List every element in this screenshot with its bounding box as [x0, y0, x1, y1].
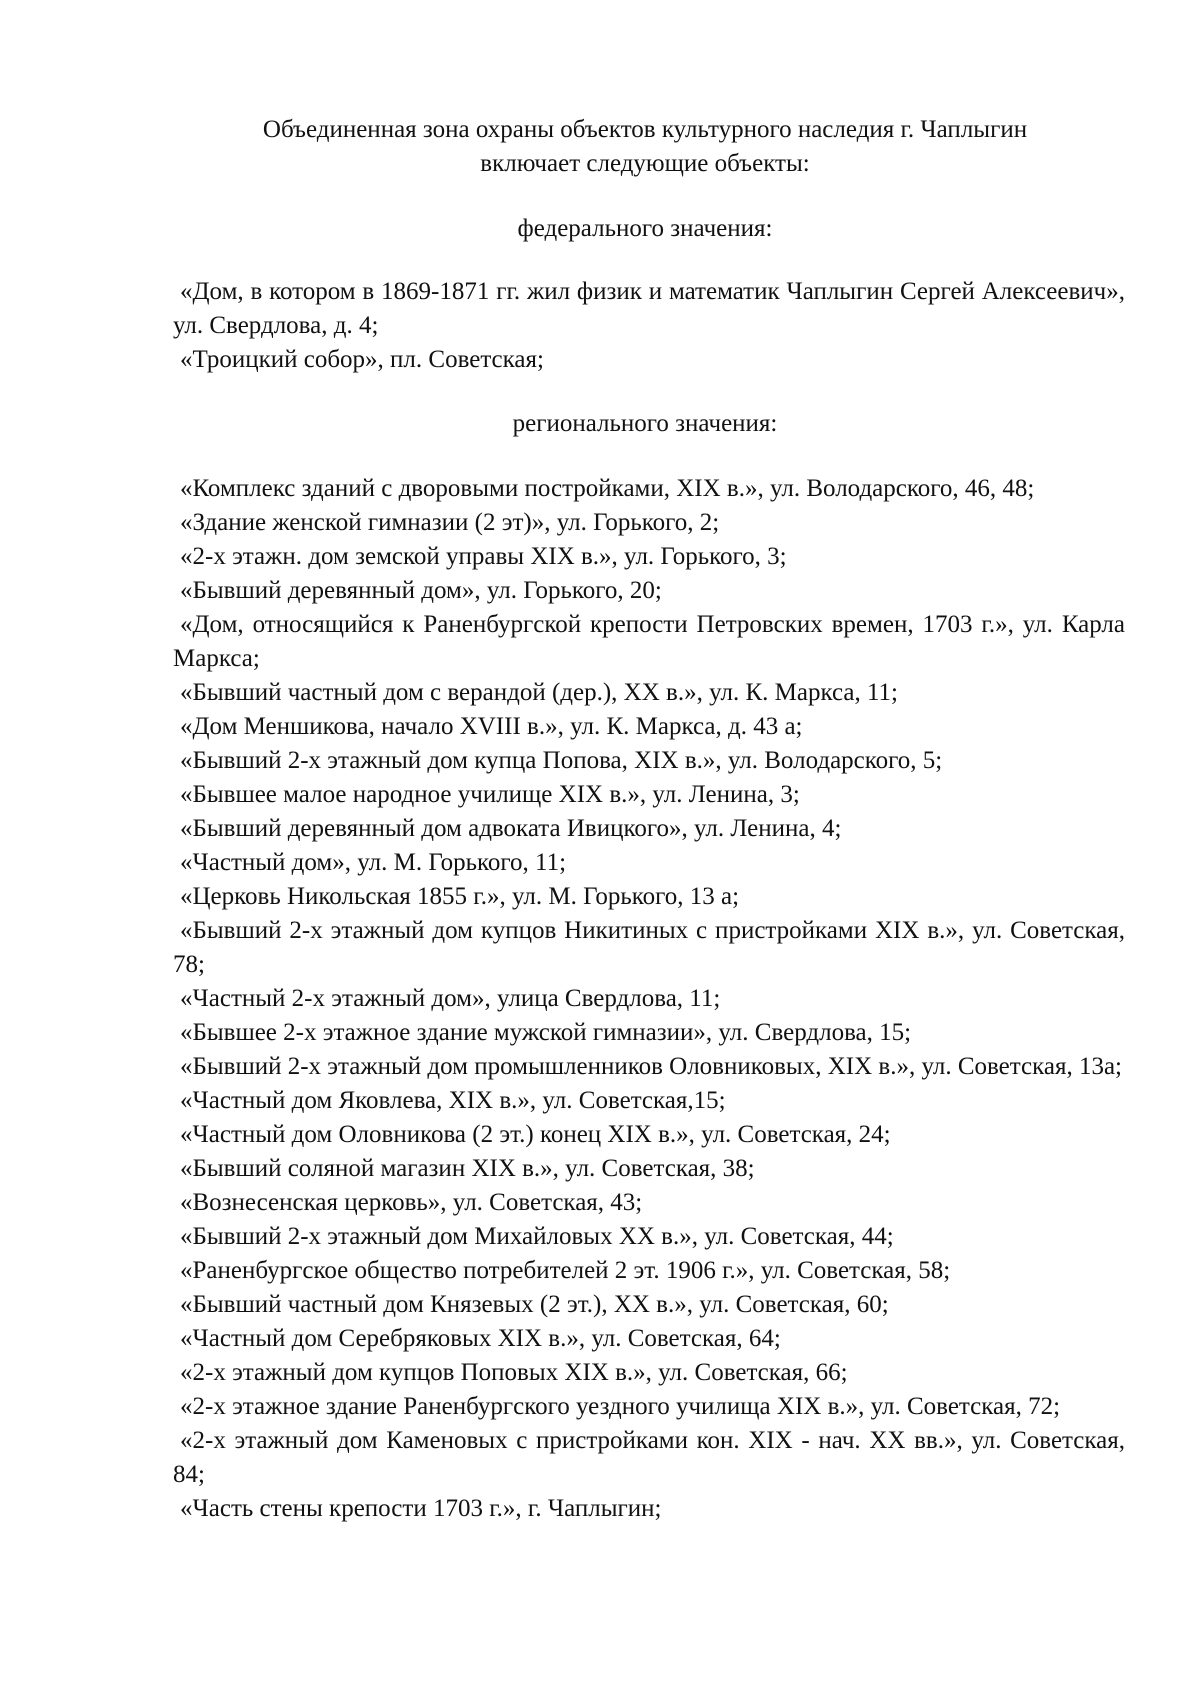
list-item: «Частный дом Оловникова (2 эт.) конец XIX в.», ул. Советская, 24; — [180, 1121, 891, 1148]
list-item: «Бывшее малое народное училище XIX в.», ул. Ленина, 3; — [180, 781, 800, 808]
list-item: «2-х этажный дом Каменовых с пристройками кон. XIX - нач. XX вв.», ул. Советская, 84; — [173, 1427, 1125, 1488]
list-item: «Частный дом Серебряковых XIX в.», ул. Советская, 64; — [180, 1325, 781, 1352]
federal-objects-list — [173, 275, 1125, 377]
list-item: «Частный 2-х этажный дом», улица Свердлова, 11; — [180, 985, 721, 1012]
document-title-line-2: включает следующие объекты: — [480, 150, 810, 177]
list-item: «Дом Меншикова, начало XVIII в.», ул. К. Маркса, д. 43 а; — [180, 713, 803, 740]
list-item: «2-х этажный дом купцов Поповых XIX в.», ул. Советская, 66; — [180, 1359, 848, 1386]
federal-section-heading: федерального значения: — [517, 215, 773, 242]
document-title-line-1: Объединенная зона охраны объектов культурного наследия г. Чаплыгин — [262, 116, 1028, 143]
list-item: «Частный дом Яковлева, XIX в.», ул. Советская,15; — [180, 1087, 726, 1114]
list-item: «Часть стены крепости 1703 г.», г. Чаплыгин; — [180, 1495, 662, 1522]
list-item: «2-х этажное здание Раненбургского уездного училища XIX в.», ул. Советская, 72; — [180, 1393, 1061, 1420]
list-item: «Бывший частный дом с верандой (дер.), XX в.», ул. К. Маркса, 11; — [180, 679, 898, 706]
list-item: «Бывший деревянный дом», ул. Горького, 20; — [180, 577, 662, 604]
list-item: «Бывший 2-х этажный дом Михайловых XX в.», ул. Советская, 44; — [180, 1223, 894, 1250]
list-item: «Комплекс зданий с дворовыми постройками, XIX в.», ул. Володарского, 46, 48; — [180, 475, 1035, 502]
document-title — [170, 113, 1120, 181]
regional-objects-list — [173, 472, 1125, 1526]
list-item: «2-х этажн. дом земской управы XIX в.», ул. Горького, 3; — [180, 543, 787, 570]
list-item: «Бывшее 2-х этажное здание мужской гимназии», ул. Свердлова, 15; — [180, 1019, 912, 1046]
list-item: «Бывший соляной магазин XIX в.», ул. Советская, 38; — [180, 1155, 755, 1182]
list-item: «Бывший 2-х этажный дом промышленников Оловниковых, XIX в.», ул. Советская, 13а; — [180, 1053, 1122, 1080]
list-item: «Дом, относящийся к Раненбургской крепости Петровских времен, 1703 г.», ул. Карла Маркса; — [173, 611, 1125, 672]
list-item: «Частный дом», ул. М. Горького, 11; — [180, 849, 567, 876]
list-item: «Раненбургское общество потребителей 2 эт. 1906 г.», ул. Советская, 58; — [180, 1257, 951, 1284]
list-item: «Бывший деревянный дом адвоката Ивицкого», ул. Ленина, 4; — [180, 815, 842, 842]
list-item: «Здание женской гимназии (2 эт)», ул. Горького, 2; — [180, 509, 720, 536]
list-item: «Дом, в котором в 1869-1871 гг. жил физик и математик Чаплыгин Сергей Алексеевич», ул. Свердлова, д. 4; — [173, 278, 1125, 339]
list-item: «Бывший частный дом Князевых (2 эт.), XX в.», ул. Советская, 60; — [180, 1291, 889, 1318]
list-item: «Вознесенская церковь», ул. Советская, 43; — [180, 1189, 643, 1216]
list-item: «Троицкий собор», пл. Советская; — [180, 346, 544, 373]
list-item: «Бывший 2-х этажный дом купца Попова, XIX в.», ул. Володарского, 5; — [180, 747, 943, 774]
list-item: «Церковь Никольская 1855 г.», ул. М. Горького, 13 а; — [180, 883, 740, 910]
list-item: «Бывший 2-х этажный дом купцов Никитиных с пристройками XIX в.», ул. Советская, 78; — [173, 917, 1125, 978]
regional-section-heading: регионального значения: — [512, 410, 778, 437]
